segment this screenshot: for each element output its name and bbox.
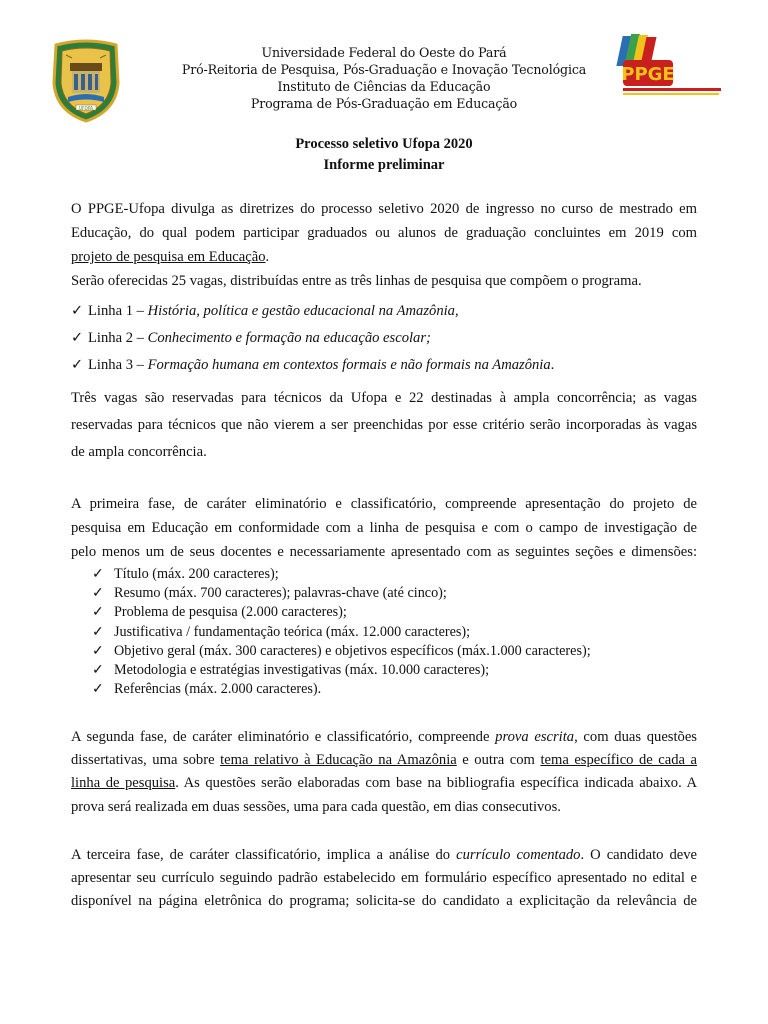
- research-line-2-name: Conhecimento e formação na educação escolar;: [147, 330, 431, 346]
- list-item: [92, 661, 591, 680]
- phase-2-paragraph: [71, 726, 697, 819]
- reserved-line-1: Três vagas são reservadas para técnicos da Ufopa e 22 destinadas à ampla concorrência; as vagas: [71, 390, 697, 406]
- ufopa-shield-logo: [48, 39, 124, 123]
- research-line-3: [71, 355, 554, 375]
- research-project-link[interactable]: projeto de pesquisa em Educação: [71, 249, 266, 265]
- list-item: [92, 680, 591, 699]
- checkmark-icon: ✓: [71, 357, 84, 373]
- phase-3-a3: . O candidato deve: [580, 847, 697, 863]
- phase-3-line-2: apresentar seu currículo seguindo padrão estabelecido em formulário específico apresentado no edital e: [71, 870, 697, 887]
- research-line-3-prefix: Linha 3 –: [88, 357, 148, 373]
- section-objectives: Objetivo geral (máx. 300 caracteres) e objetivos específicos (máx.1.000 caracteres);: [114, 642, 591, 659]
- checkmark-icon: ✓: [92, 661, 104, 678]
- phase-2-line-4: prova será realizada em duas sessões, uma para cada questão, em dias consecutivos.: [71, 798, 561, 815]
- phase-1-line-1: A primeira fase, de caráter eliminatório e classificatório, compreende apresentação do projeto de: [71, 496, 697, 512]
- phase-1-line-2: pesquisa em Educação em conformidade com a linha de pesquisa e com o campo de investigação de: [71, 520, 697, 536]
- ppge-logo: [616, 30, 724, 110]
- written-exam-term: prova escrita: [495, 729, 575, 745]
- phase-2-c2: . As questões serão elaboradas com base na bibliografia específica indicada abaixo. A: [175, 775, 697, 792]
- list-item: [92, 584, 591, 603]
- header-line-prorectorate: Pró-Reitoria de Pesquisa, Pós-Graduação e Inovação Tecnológica: [181, 62, 587, 77]
- list-item: [92, 603, 591, 622]
- ppge-logo-text: PPGE: [621, 64, 675, 85]
- intro-line-3: [71, 245, 697, 269]
- checkmark-icon: ✓: [92, 623, 104, 640]
- list-item: [92, 565, 591, 584]
- research-line-1-name: História, política e gestão educacional na Amazônia: [147, 303, 455, 319]
- project-sections-list: [92, 565, 591, 699]
- checkmark-icon: ✓: [92, 642, 104, 659]
- checkmark-icon: ✓: [92, 585, 104, 602]
- research-line-1: [71, 301, 459, 321]
- phase-3-paragraph: [71, 844, 697, 914]
- phase-3-line-1: [71, 844, 697, 867]
- amazon-education-topic-link[interactable]: tema relativo à Educação na Amazônia: [220, 752, 457, 769]
- list-item: [92, 642, 591, 661]
- phase-1-line-3: pelo menos um de seus docentes e necessariamente apresentado com as seguintes seções e dimensões:: [71, 544, 697, 560]
- checkmark-icon: ✓: [71, 330, 84, 346]
- checkmark-icon: ✓: [92, 604, 104, 621]
- document-subtitle: Informe preliminar: [323, 157, 445, 173]
- section-justification: Justificativa / fundamentação teórica (máx. 12.000 caracteres);: [114, 623, 471, 640]
- phase-2-line-3: [71, 772, 697, 795]
- checkmark-icon: ✓: [71, 303, 84, 319]
- section-abstract: Resumo (máx. 700 caracteres); palavras-chave (até cinco);: [114, 585, 447, 602]
- research-line-2: [71, 328, 431, 348]
- institution-header: [150, 44, 618, 112]
- phase-2-a1: A segunda fase, de caráter eliminatório e classificatório, compreende: [71, 729, 496, 745]
- phase-3-a1: A terceira fase, de caráter classificatório, implica a análise do: [71, 847, 457, 863]
- list-item: [92, 623, 591, 642]
- header-line-university: Universidade Federal do Oeste do Pará: [261, 45, 507, 60]
- intro-paragraph: [71, 197, 697, 269]
- phase-2-b1: dissertativas, uma sobre: [71, 752, 221, 769]
- section-references: Referências (máx. 2.000 caracteres).: [114, 681, 322, 698]
- header-line-program: Programa de Pós-Graduação em Educação: [250, 96, 518, 111]
- phase-2-line-2: [71, 749, 697, 772]
- checkmark-icon: ✓: [92, 681, 104, 698]
- specific-topic-link[interactable]: tema específico de cada a: [540, 752, 698, 769]
- section-title: Título (máx. 200 caracteres);: [114, 566, 279, 582]
- research-line-3-suffix: .: [550, 357, 555, 373]
- research-line-1-suffix: ,: [454, 303, 459, 319]
- document-title: Processo seletivo Ufopa 2020: [295, 136, 473, 152]
- commented-cv-term: currículo comentado: [456, 847, 581, 863]
- reserved-line-2: reservadas para técnicos que não vierem a ser preenchidas por esse critério serão incorporadas às vagas: [71, 417, 697, 433]
- intro-line-3-end: .: [265, 249, 270, 265]
- section-problem: Problema de pesquisa (2.000 caracteres);: [114, 604, 347, 621]
- vacancies-text: Serão oferecidas 25 vagas, distribuídas entre as três linhas de pesquisa que compõem o programa.: [71, 273, 642, 289]
- reserved-vacancies-paragraph: [71, 385, 697, 466]
- research-line-3-name: Formação humana em contextos formais e não formais na Amazônia: [147, 357, 551, 373]
- phase-2-a3: , com duas questões: [574, 729, 697, 745]
- phase-3-line-3: disponível na página eletrônica do programa; solicita-se do candidato a explicitação da relevância de: [71, 893, 697, 910]
- shield-label: UFOPA: [79, 105, 93, 111]
- phase-2-b3: e outra com: [456, 752, 541, 769]
- research-line-2-prefix: Linha 2 –: [88, 330, 148, 346]
- header-line-institute: Instituto de Ciências da Educação: [277, 79, 491, 94]
- phase-1-paragraph: [71, 492, 697, 564]
- intro-line-2: Educação, do qual podem participar graduados ou alunos de graduação concluintes em 2019 com: [71, 225, 697, 241]
- intro-line-1: O PPGE-Ufopa divulga as diretrizes do processo seletivo 2020 de ingresso no curso de mestrado em: [71, 201, 697, 217]
- section-methodology: Metodologia e estratégias investigativas (máx. 10.000 caracteres);: [114, 661, 490, 678]
- phase-2-line-1: [71, 726, 697, 749]
- research-line-1-prefix: Linha 1 –: [88, 303, 148, 319]
- research-line-link[interactable]: linha de pesquisa: [71, 775, 176, 792]
- checkmark-icon: ✓: [92, 566, 104, 582]
- reserved-line-3: de ampla concorrência.: [71, 444, 207, 460]
